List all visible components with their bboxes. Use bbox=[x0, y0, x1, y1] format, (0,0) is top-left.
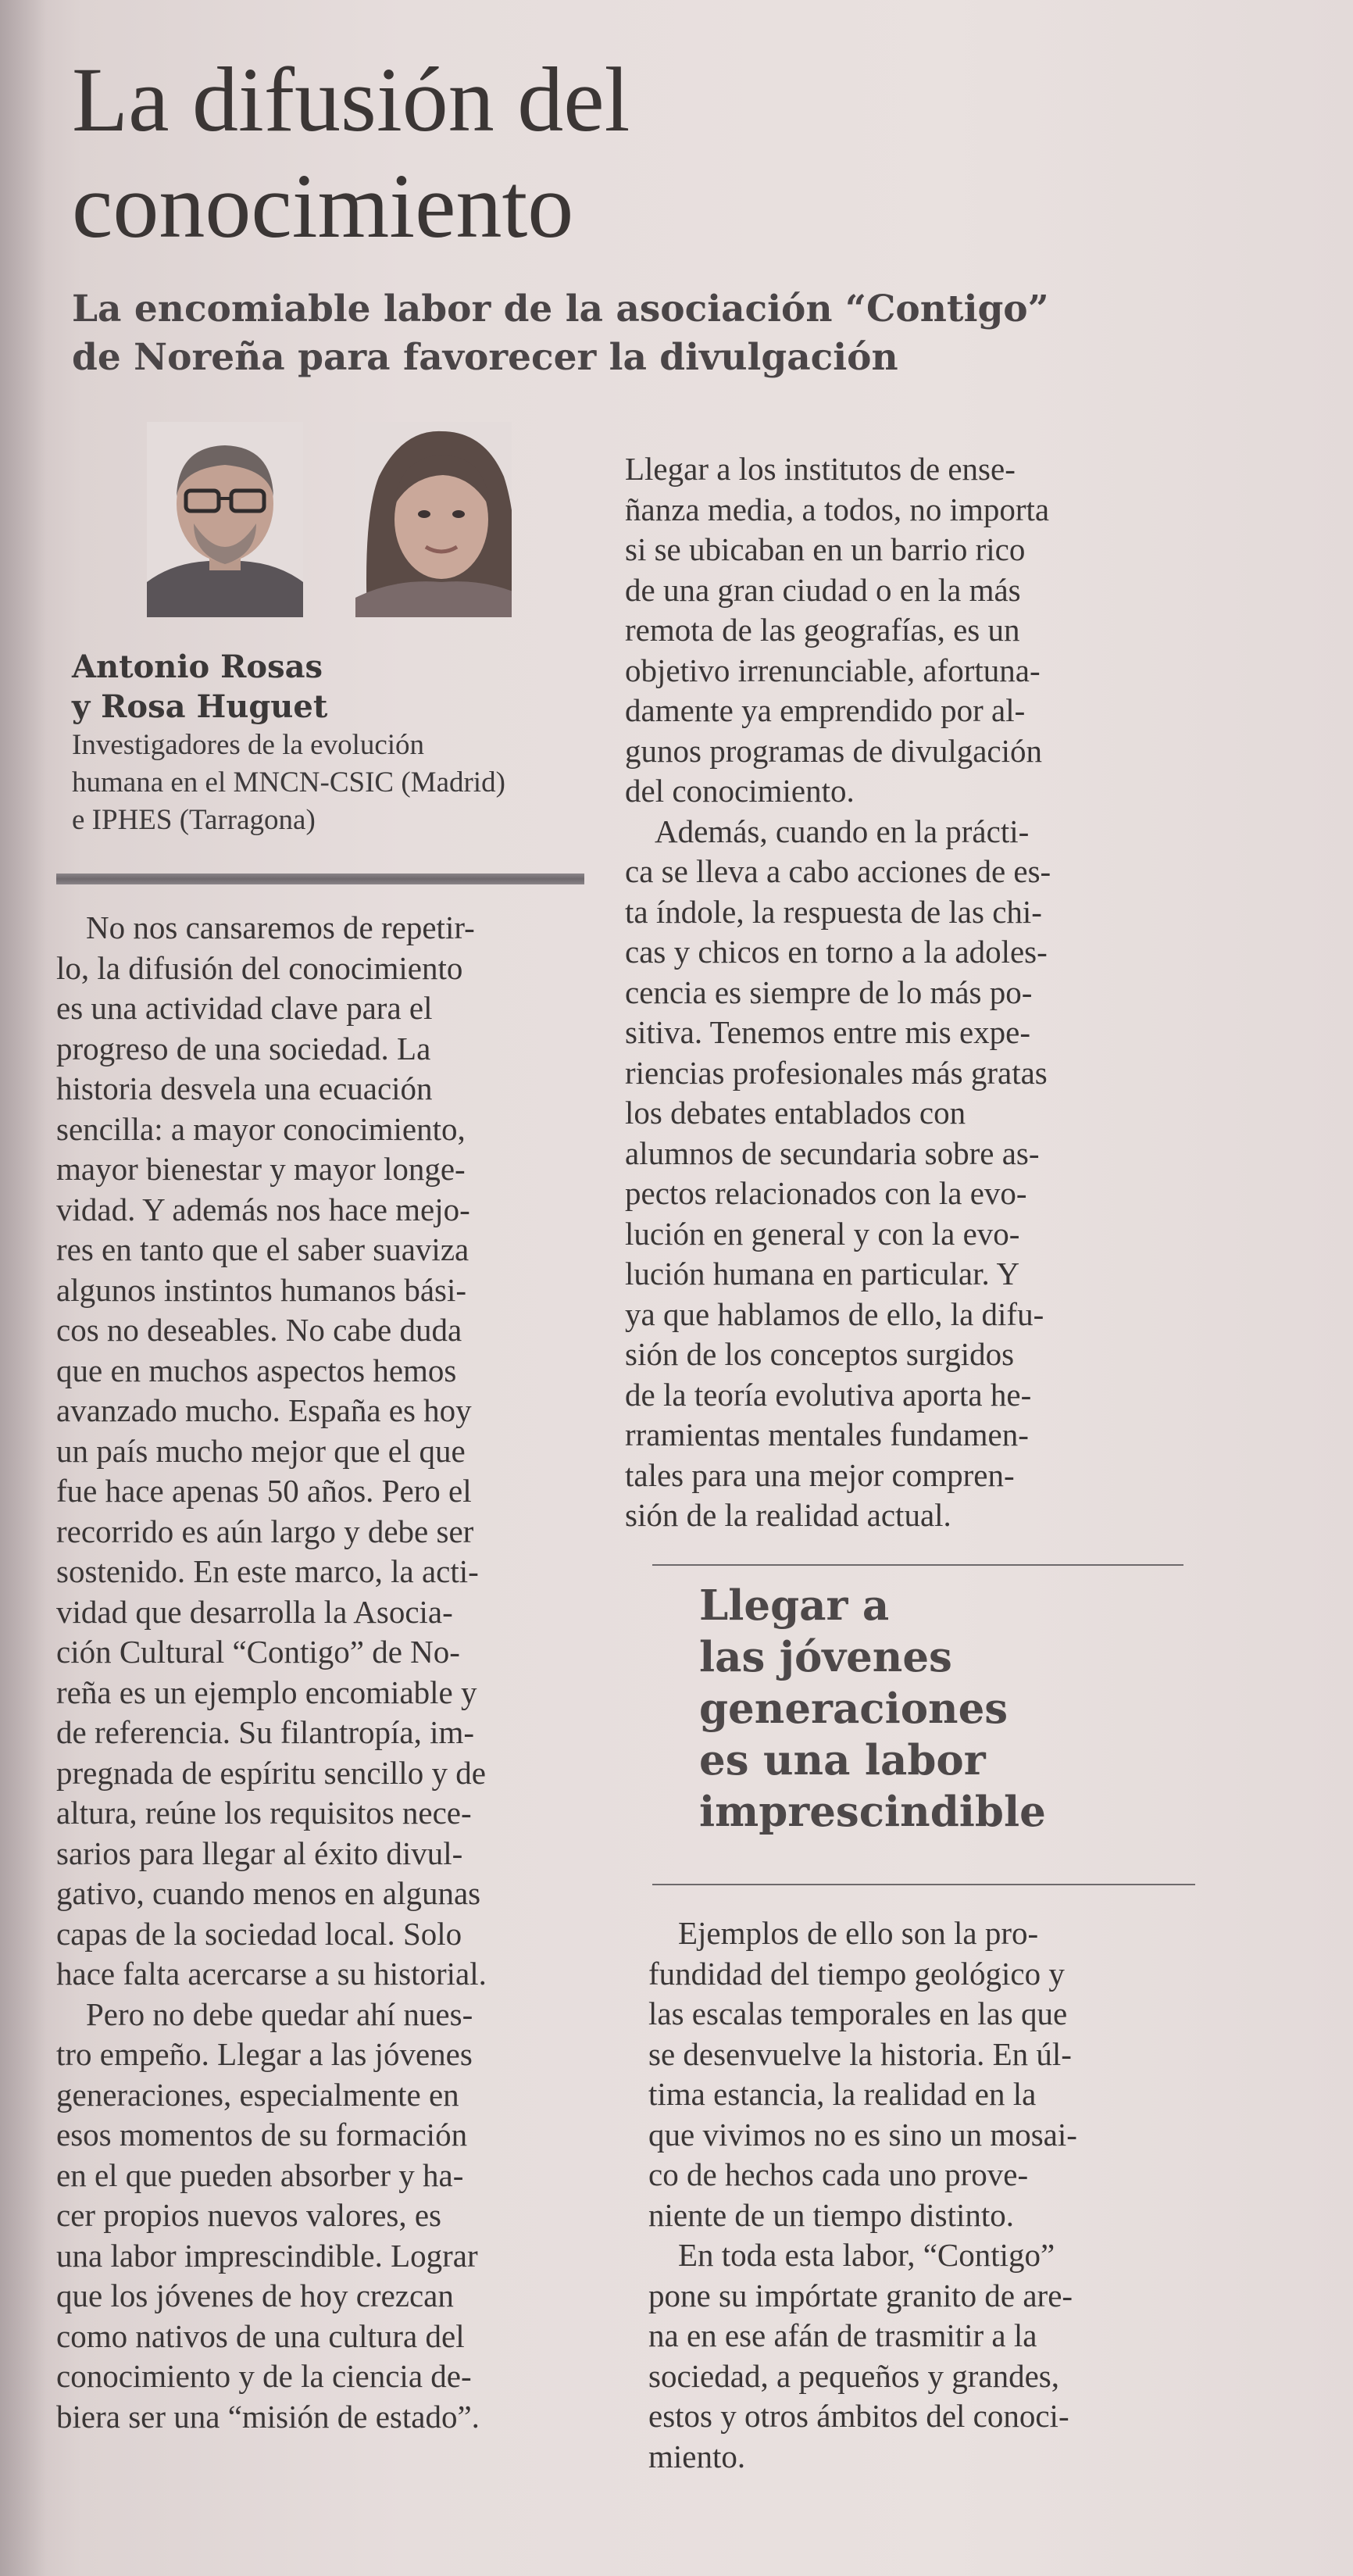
text-line: algunos instintos humanos bási- bbox=[56, 1271, 467, 1308]
subheadline-line-2: de Noreña para favorecer la divulgación bbox=[72, 336, 898, 379]
headline bbox=[72, 47, 1009, 259]
text-line: ca se lleva a cabo acciones de es- bbox=[625, 853, 1051, 889]
text-line: rramientas mentales fundamen- bbox=[625, 1417, 1029, 1452]
text-line: ya que hablamos de ello, la difu- bbox=[625, 1295, 1044, 1332]
pull-quote-rule-top bbox=[652, 1564, 1183, 1566]
pull-quote-line: imprescindible bbox=[699, 1788, 1046, 1836]
author-photo-rosa bbox=[355, 422, 512, 617]
text-line: en el que pueden absorber y ha- bbox=[56, 2156, 464, 2193]
author-name-line-2: y Rosa Huguet bbox=[72, 688, 328, 725]
text-line: cencia es siempre de lo más po- bbox=[625, 974, 1033, 1010]
text-line: altura, reúne los requisitos nece- bbox=[56, 1795, 472, 1831]
text-line: lución en general y con la evo- bbox=[625, 1215, 1020, 1252]
text-line: una labor imprescindible. Lograr bbox=[56, 2237, 478, 2274]
headline-line-2: conocimiento bbox=[72, 155, 574, 257]
text-line: historia desvela una ecuación bbox=[56, 1070, 433, 1106]
text-line: conocimiento y de la ciencia de- bbox=[56, 2358, 472, 2394]
text-line: es una actividad clave para el bbox=[56, 990, 433, 1026]
text-line: cer propios nuevos valores, es bbox=[56, 2197, 442, 2233]
text-line: sencilla: a mayor conocimiento, bbox=[56, 1110, 466, 1147]
article-column-left bbox=[56, 908, 595, 2437]
text-line: vidad. Y además nos hace mejo- bbox=[56, 1191, 470, 1227]
text-line: niente de un tiempo distinto. bbox=[648, 2196, 1015, 2233]
text-line: damente ya emprendido por al- bbox=[625, 692, 1026, 728]
text-line: capas de la sociedad local. Solo bbox=[56, 1915, 462, 1952]
article-column-right-bottom bbox=[648, 1913, 1187, 2477]
text-line: esos momentos de su formación bbox=[56, 2117, 468, 2153]
text-line: sociedad, a pequeños y grandes, bbox=[648, 2357, 1059, 2394]
text-line: se desenvuelve la historia. En úl- bbox=[648, 2035, 1072, 2072]
text-line: las escalas temporales en las que bbox=[648, 1995, 1068, 2031]
text-line: vidad que desarrolla la Asocia- bbox=[56, 1593, 453, 1630]
pull-quote-line: las jóvenes bbox=[699, 1633, 952, 1681]
text-line: miento. bbox=[648, 2438, 746, 2474]
text-line: co de hechos cada uno prove- bbox=[648, 2156, 1029, 2192]
text-line: de una gran ciudad o en la más bbox=[625, 571, 1021, 608]
text-line: tales para una mejor compren- bbox=[625, 1456, 1015, 1493]
text-line: avanzado mucho. España es hoy bbox=[56, 1392, 472, 1428]
text-line: lo, la difusión del conocimiento bbox=[56, 949, 463, 986]
text-line: tro empeño. Llegar a las jóvenes bbox=[56, 2036, 473, 2072]
text-line: de la teoría evolutiva aporta he- bbox=[625, 1376, 1032, 1413]
text-line: hace falta acercarse a su historial. bbox=[56, 1956, 487, 1992]
text-line: ción Cultural “Contigo” de No- bbox=[56, 1634, 460, 1670]
text-line: riencias profesionales más gratas bbox=[625, 1054, 1048, 1091]
pull-quote-rule-bottom bbox=[652, 1884, 1195, 1885]
text-line: como nativos de una cultura del bbox=[56, 2317, 465, 2354]
text-line: un país mucho mejor que el que bbox=[56, 1432, 466, 1469]
text-line: Además, cuando en la prácti- bbox=[655, 813, 1030, 849]
text-line: sitiva. Tenemos entre mis expe- bbox=[625, 1014, 1030, 1050]
text-line: Llegar a los institutos de ense- bbox=[625, 451, 1016, 487]
text-line: de referencia. Su filantropía, im- bbox=[56, 1714, 475, 1750]
text-line: estos y otros ámbitos del conoci- bbox=[648, 2398, 1069, 2434]
text-line: del conocimiento. bbox=[625, 773, 855, 809]
text-line: pectos relacionados con la evo- bbox=[625, 1175, 1027, 1211]
text-line: tima estancia, la realidad en la bbox=[648, 2076, 1037, 2112]
text-line: objetivo irrenunciable, afortuna- bbox=[625, 652, 1041, 688]
pull-quote-line: generaciones bbox=[699, 1685, 1009, 1733]
text-line: sión de los conceptos surgidos bbox=[625, 1336, 1015, 1372]
text-line: En toda esta labor, “Contigo” bbox=[678, 2237, 1055, 2273]
text-line: reña es un ejemplo encomiable y bbox=[56, 1674, 477, 1710]
text-line: ta índole, la respuesta de las chi- bbox=[625, 893, 1042, 930]
text-line: cos no deseables. No cabe duda bbox=[56, 1312, 462, 1348]
text-line: progreso de una sociedad. La bbox=[56, 1030, 431, 1066]
text-line: na en ese afán de trasmitir a la bbox=[648, 2317, 1037, 2353]
author-role-line-1: Investigadores de la evolución bbox=[72, 729, 425, 761]
page-edge-shadow bbox=[0, 0, 47, 2576]
text-line: pone su impórtate granito de are- bbox=[648, 2277, 1073, 2313]
text-line: gativo, cuando menos en algunas bbox=[56, 1875, 481, 1911]
text-line: res en tanto que el saber suaviza bbox=[56, 1231, 469, 1267]
pull-quote bbox=[699, 1580, 1183, 1838]
author-role-line-3: e IPHES (Tarragona) bbox=[72, 804, 316, 836]
text-line: Ejemplos de ello son la pro- bbox=[678, 1915, 1039, 1951]
text-line: cas y chicos en torno a la adoles- bbox=[625, 934, 1048, 970]
text-line: si se ubicaban en un barrio rico bbox=[625, 531, 1026, 567]
author-photo-antonio bbox=[147, 422, 303, 617]
text-line: sarios para llegar al éxito divul- bbox=[56, 1835, 463, 1871]
text-line: biera ser una “misión de estado”. bbox=[56, 2398, 480, 2435]
text-line: lución humana en particular. Y bbox=[625, 1256, 1020, 1292]
subheadline bbox=[72, 285, 1166, 382]
headline-line-1: La difusión del bbox=[72, 48, 630, 151]
text-line: remota de las geografías, es un bbox=[625, 612, 1020, 648]
text-line: que en muchos aspectos hemos bbox=[56, 1352, 457, 1388]
text-line: pregnada de espíritu sencillo y de bbox=[56, 1754, 486, 1791]
text-line: alumnos de secundaria sobre as- bbox=[625, 1134, 1040, 1171]
pull-quote-line: Llegar a bbox=[699, 1581, 890, 1630]
text-line: Pero no debe quedar ahí nues- bbox=[86, 1995, 473, 2032]
article-column-right-top bbox=[625, 449, 1187, 1536]
text-line: gunos programas de divulgación bbox=[625, 732, 1043, 769]
text-line: ñanza media, a todos, no importa bbox=[625, 491, 1050, 527]
text-line: fue hace apenas 50 años. Pero el bbox=[56, 1473, 472, 1509]
author-affiliation bbox=[72, 727, 619, 839]
text-line: recorrido es aún largo y debe ser bbox=[56, 1513, 474, 1549]
author-name-line-1: Antonio Rosas bbox=[72, 648, 323, 685]
author-divider bbox=[56, 874, 584, 884]
text-line: generaciones, especialmente en bbox=[56, 2076, 459, 2113]
text-line: fundidad del tiempo geológico y bbox=[648, 1955, 1065, 1992]
text-line: sostenido. En este marco, la acti- bbox=[56, 1553, 479, 1589]
text-line: No nos cansaremos de repetir- bbox=[86, 909, 475, 945]
text-line: que vivimos no es sino un mosai- bbox=[648, 2116, 1077, 2153]
text-line: sión de la realidad actual. bbox=[625, 1497, 951, 1533]
text-line: que los jóvenes de hoy crezcan bbox=[56, 2278, 454, 2313]
text-line: los debates entablados con bbox=[625, 1095, 966, 1131]
text-line: mayor bienestar y mayor longe- bbox=[56, 1151, 466, 1187]
subheadline-line-1: La encomiable labor de la asociación “Contigo” bbox=[72, 288, 1049, 330]
author-role-line-2: humana en el MNCN-CSIC (Madrid) bbox=[72, 766, 505, 799]
author-names bbox=[72, 647, 587, 727]
pull-quote-line: es una labor bbox=[699, 1736, 986, 1785]
